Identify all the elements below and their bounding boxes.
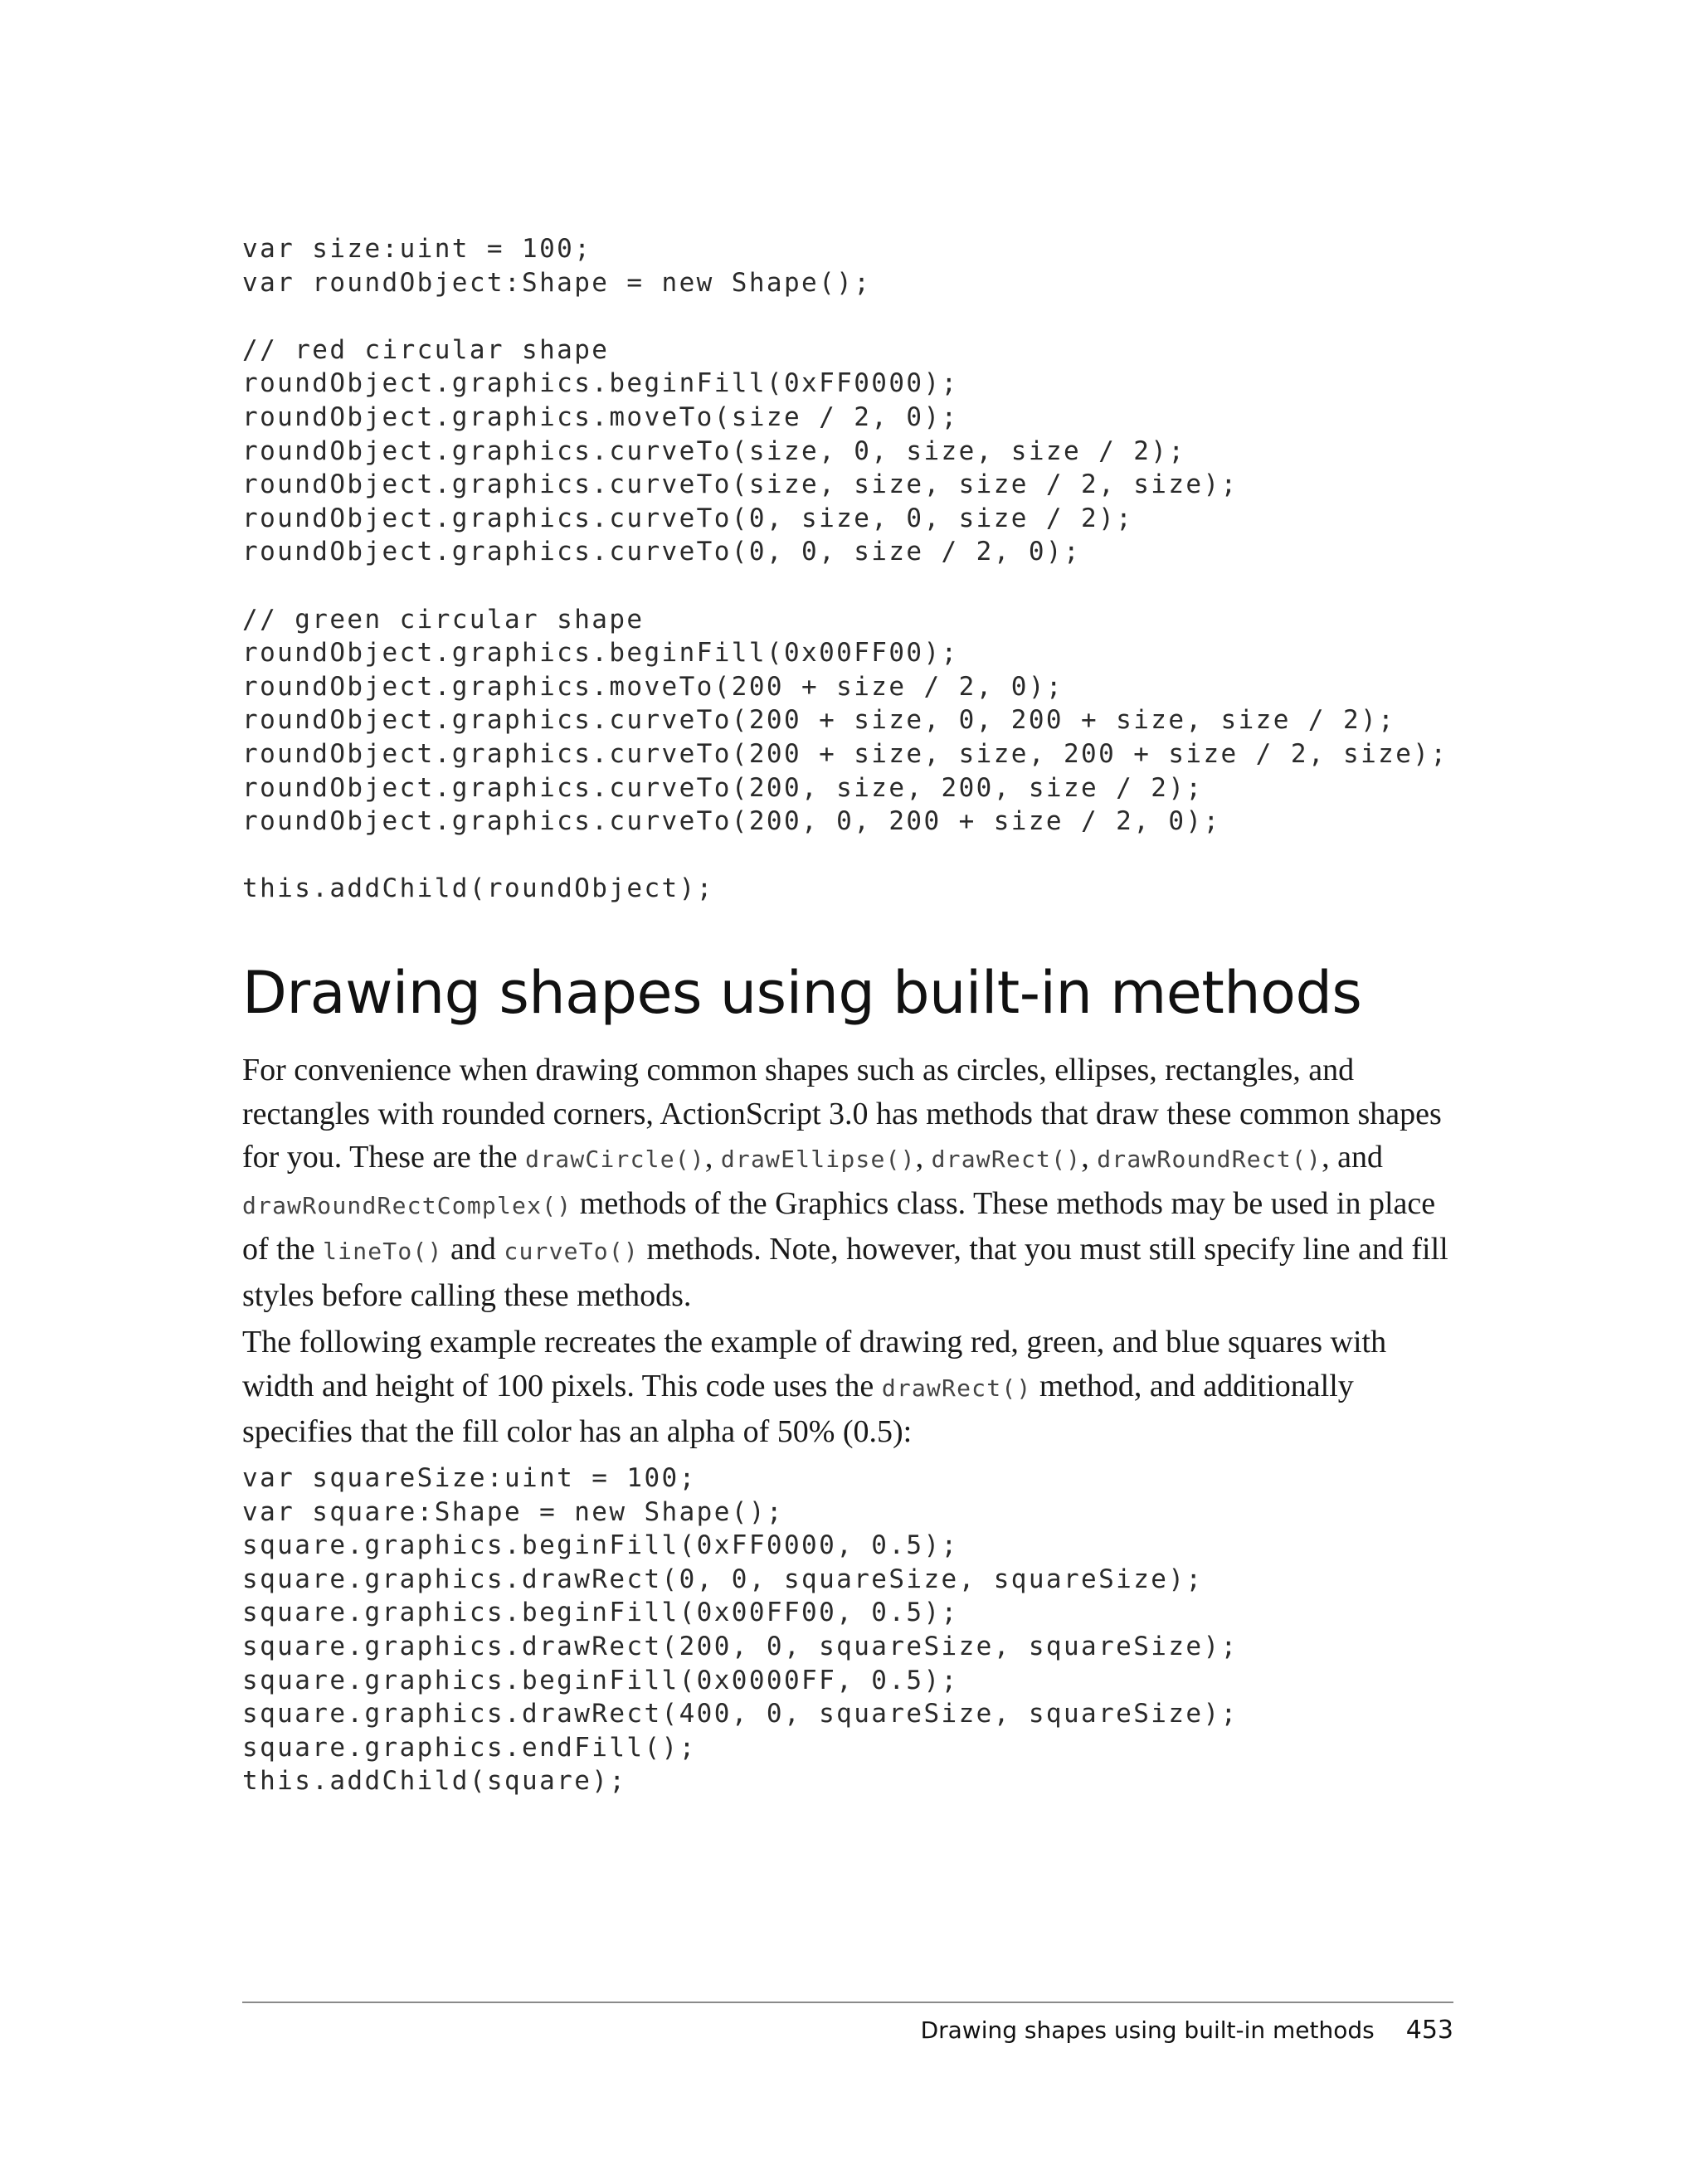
code-line: roundObject.graphics.moveTo(size / 2, 0); xyxy=(242,401,959,432)
code-line: roundObject.graphics.beginFill(0xFF0000); xyxy=(242,368,959,399)
code-line: // green circular shape xyxy=(242,604,645,635)
inline-code-draw-round-rect-complex: drawRoundRectComplex() xyxy=(242,1191,572,1219)
inline-code-draw-rect: drawRect() xyxy=(931,1146,1082,1173)
inline-code-draw-circle: drawCircle() xyxy=(525,1146,705,1173)
paragraph-text: For convenience when drawing common shapes such as circles, ellipses, rectangles, and rectangles with rounded corners, ActionScript 3.0 has methods that draw these common shapes for you. These are the xyxy=(242,1053,1442,1175)
code-line: square.graphics.drawRect(0, 0, squareSize, squareSize); xyxy=(242,1564,1204,1594)
code-line: this.addChild(roundObject); xyxy=(242,873,714,904)
code-block-round-object xyxy=(242,232,1448,906)
code-line: roundObject.graphics.curveTo(size, 0, size, size / 2); xyxy=(242,435,1186,466)
paragraph-text: , xyxy=(704,1140,721,1175)
code-line: var squareSize:uint = 100; xyxy=(242,1463,697,1493)
paragraph-text: and xyxy=(442,1232,504,1267)
footer-running-title: Drawing shapes using built-in methods xyxy=(920,2016,1375,2044)
inline-code-line-to: lineTo() xyxy=(323,1238,443,1265)
code-line: square.graphics.beginFill(0xFF0000, 0.5); xyxy=(242,1530,959,1561)
code-line: square.graphics.drawRect(200, 0, squareSize, squareSize); xyxy=(242,1631,1239,1661)
page-number: 453 xyxy=(1405,2016,1453,2045)
inline-code-draw-rect: drawRect() xyxy=(881,1374,1032,1402)
inline-code-draw-round-rect: drawRoundRect() xyxy=(1097,1146,1322,1173)
paragraph-text: , xyxy=(1081,1140,1098,1175)
code-line xyxy=(242,569,1448,603)
code-line xyxy=(242,299,1448,333)
section-heading: Drawing shapes using built-in methods xyxy=(242,959,1362,1027)
paragraph-text: , and xyxy=(1322,1140,1383,1175)
inline-code-curve-to: curveTo() xyxy=(504,1238,639,1265)
code-line: roundObject.graphics.curveTo(0, 0, size / 2, 0); xyxy=(242,537,1082,567)
code-line: var roundObject:Shape = new Shape(); xyxy=(242,267,872,298)
body-paragraph-example-intro xyxy=(242,1321,1453,1454)
code-line: roundObject.graphics.curveTo(200, size, 200, size / 2); xyxy=(242,772,1204,803)
code-line: square.graphics.endFill(); xyxy=(242,1732,697,1763)
code-line: // red circular shape xyxy=(242,334,610,365)
code-line: square.graphics.drawRect(400, 0, squareSize, squareSize); xyxy=(242,1699,1239,1729)
code-line: var square:Shape = new Shape(); xyxy=(242,1496,784,1527)
paragraph-text: The following example recreates the example of drawing red, green, and blue squares with width and height of 100 pixels. This code uses the xyxy=(242,1325,1387,1403)
code-line: roundObject.graphics.curveTo(200, 0, 200 + size / 2, 0); xyxy=(242,806,1221,837)
code-line: roundObject.graphics.curveTo(0, size, 0, size / 2); xyxy=(242,503,1134,533)
paragraph-text: method, and additionally specifies that the fill color has an alpha of 50% (0.5): xyxy=(242,1368,1354,1449)
paragraph-text: , xyxy=(915,1140,932,1175)
code-line: roundObject.graphics.curveTo(200 + size, size, 200 + size / 2, size); xyxy=(242,738,1448,769)
paragraph-text: methods. Note, however, that you must still specify line and fill styles before calling these methods. xyxy=(242,1232,1448,1313)
code-line: square.graphics.beginFill(0x0000FF, 0.5); xyxy=(242,1665,959,1695)
page-footer xyxy=(921,2014,1453,2047)
code-block-squares xyxy=(242,1462,1239,1798)
code-line: roundObject.graphics.beginFill(0x00FF00); xyxy=(242,638,959,669)
code-line: square.graphics.beginFill(0x00FF00, 0.5); xyxy=(242,1598,959,1628)
code-line: var size:uint = 100; xyxy=(242,234,592,264)
paragraph-text: methods of the Graphics class. These methods may be used in place of the xyxy=(242,1185,1436,1267)
code-line: roundObject.graphics.moveTo(200 + size / 2, 0); xyxy=(242,671,1064,702)
code-line xyxy=(242,839,1448,873)
body-paragraph-built-in-methods xyxy=(242,1048,1453,1317)
code-line: roundObject.graphics.curveTo(200 + size, 0, 200 + size, size / 2); xyxy=(242,705,1396,736)
code-line: this.addChild(square); xyxy=(242,1766,627,1797)
document-page xyxy=(242,0,1453,2184)
footer-divider xyxy=(242,2002,1453,2003)
code-line: roundObject.graphics.curveTo(size, size, size / 2, size); xyxy=(242,469,1239,500)
inline-code-draw-ellipse: drawEllipse() xyxy=(720,1146,916,1173)
